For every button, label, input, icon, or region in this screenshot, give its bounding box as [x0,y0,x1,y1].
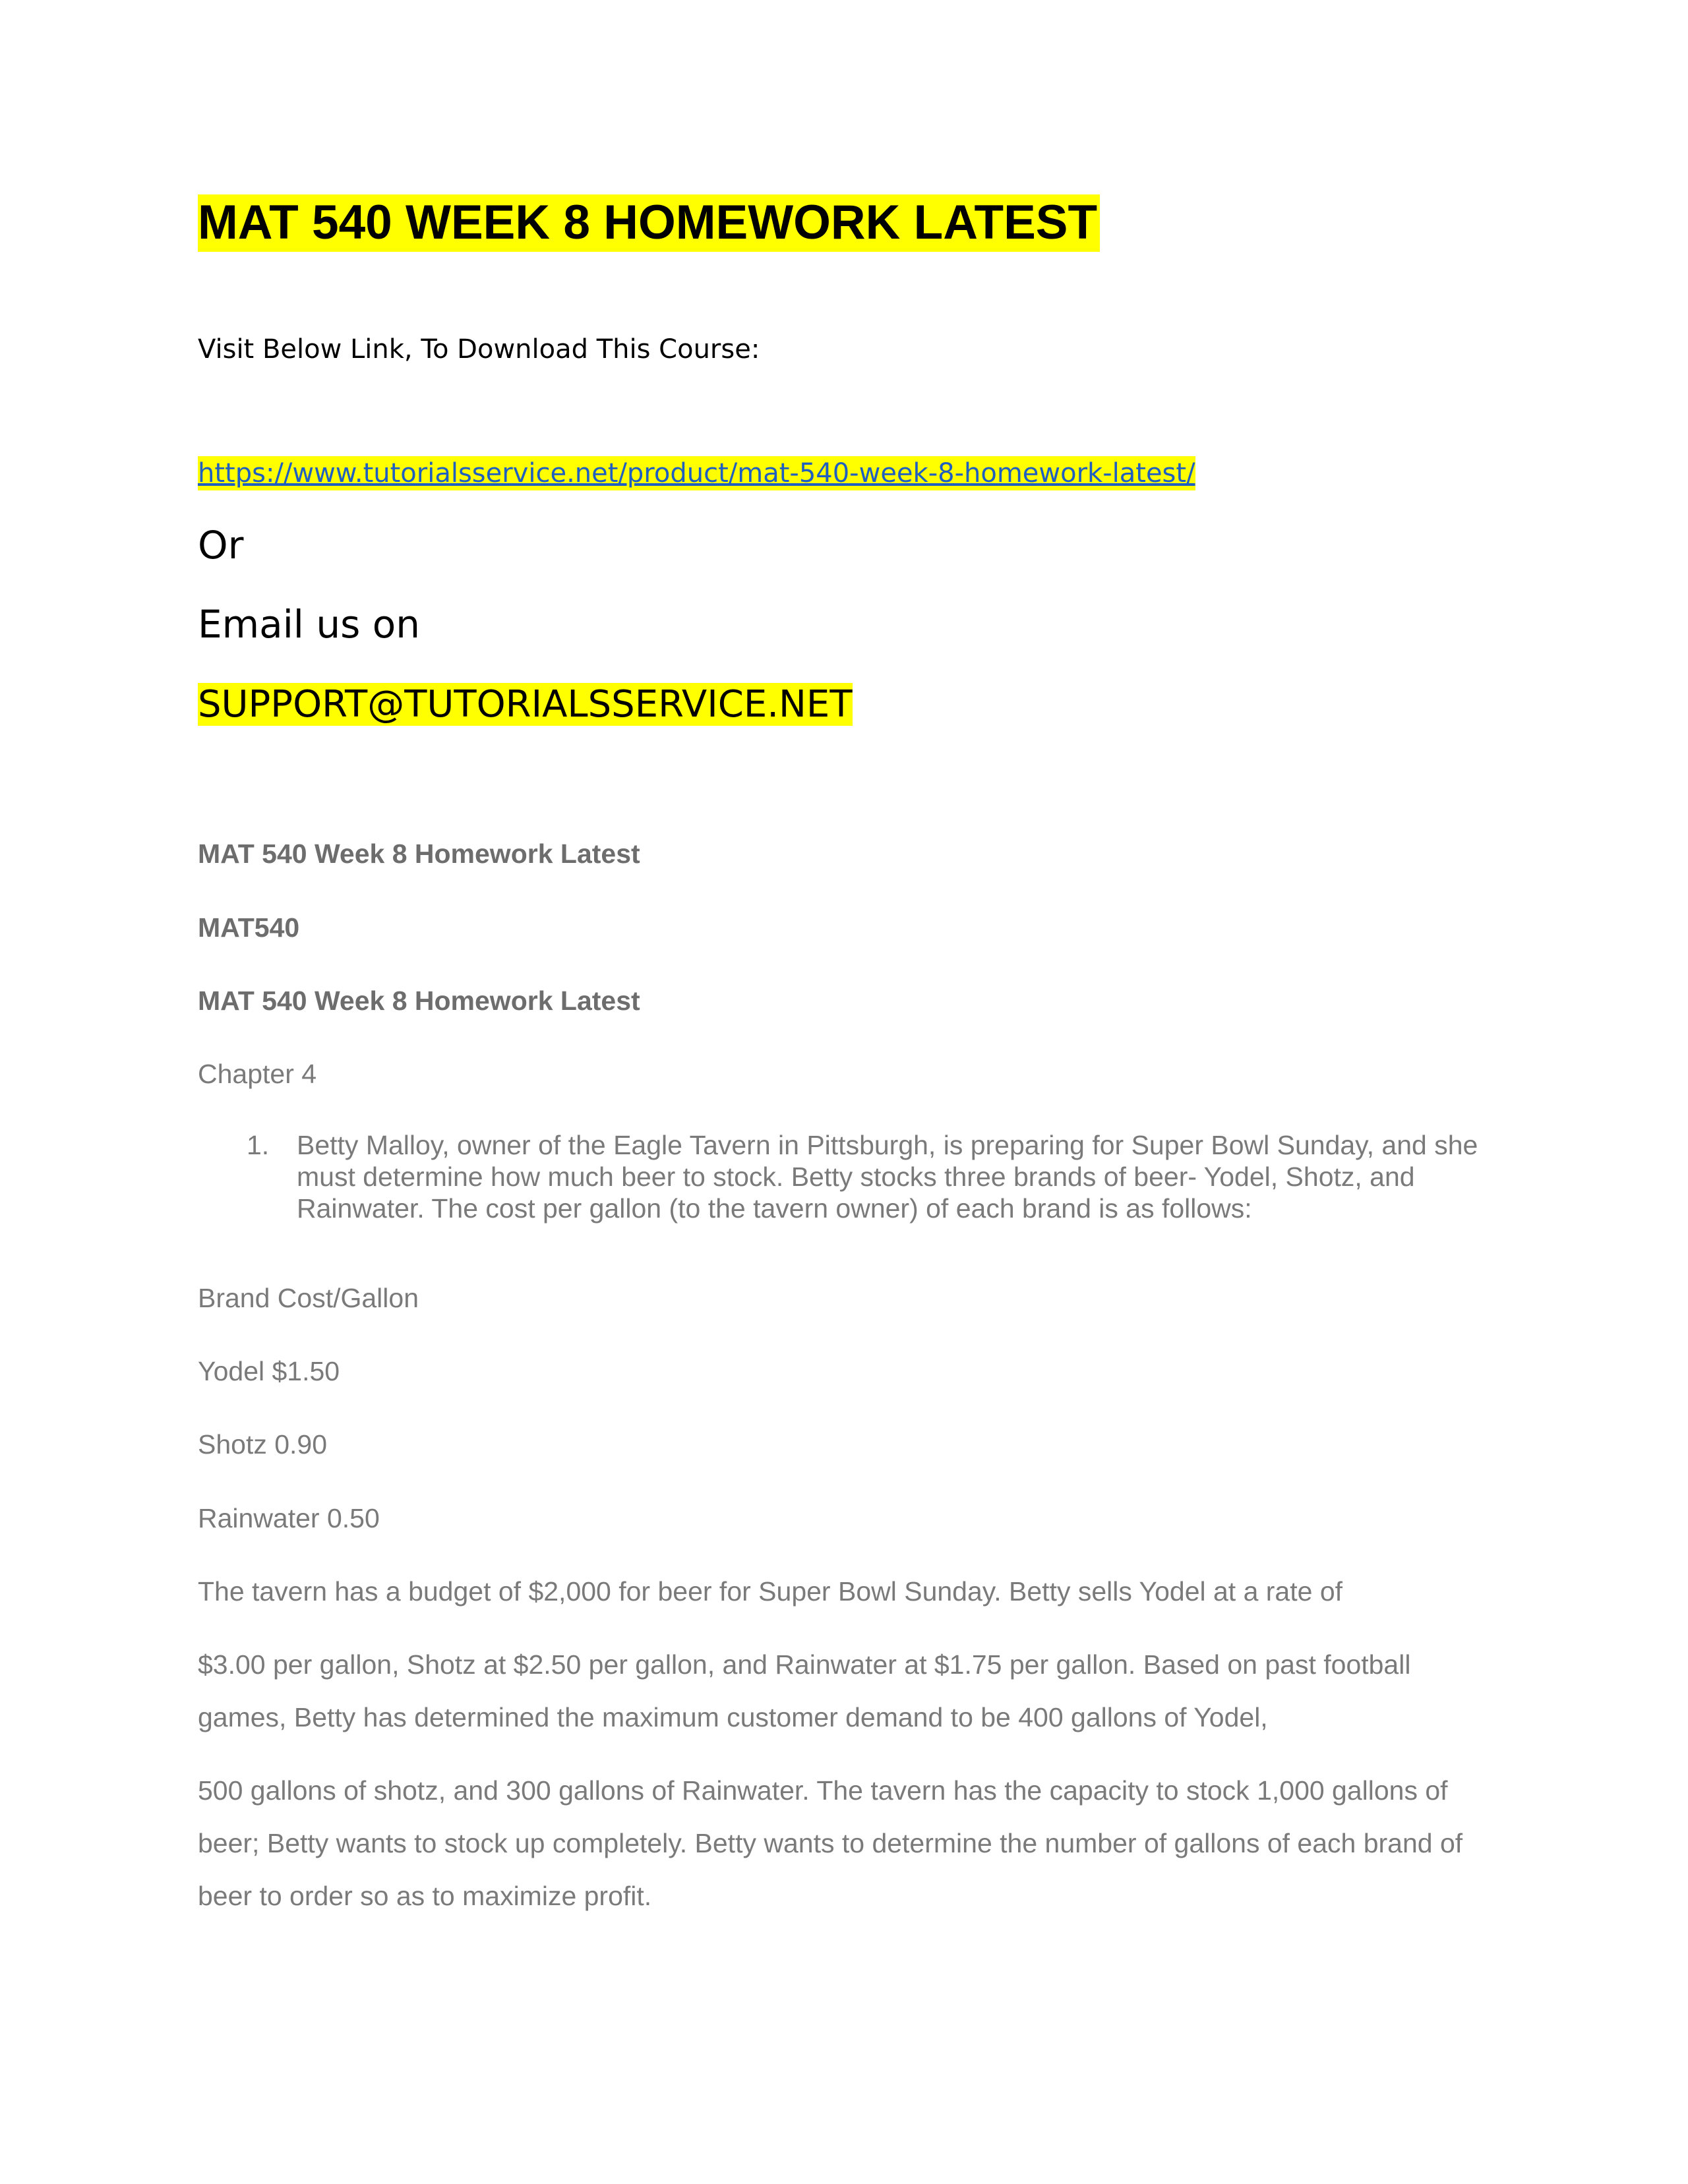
cost-row-rainwater: Rainwater 0.50 [198,1503,380,1533]
paragraph-prices-demand: $3.00 per gallon, Shotz at $2.50 per gallon, and Rainwater at $1.75 per gallon. Based on past football games, Betty has determined the maximum customer demand to be 400 gallons of Yodel, [198,1649,1411,1732]
support-email [198,681,853,728]
chapter-label: Chapter 4 [198,1059,317,1089]
page-title [198,193,1100,252]
or-text: Or [198,523,244,568]
cost-row-shotz: Shotz 0.90 [198,1429,328,1460]
support-email-text: SUPPORT@TUTORIALSSERVICE.NET [198,683,853,726]
email-label: Email us on [198,602,421,647]
subheading-course-title: MAT 540 Week 8 Homework Latest [198,839,640,869]
download-intro: Visit Below Link, To Download This Course: [198,334,760,365]
paragraph-budget: The tavern has a budget of $2,000 for beer for Super Bowl Sunday. Betty sells Yodel at a rate of [198,1576,1343,1607]
paragraph-capacity-goal: 500 gallons of shotz, and 300 gallons of Rainwater. The tavern has the capacity to stock 1,000 gallons of beer; Betty wants to stock up completely. Betty wants to determine the number of gallons of each brand of beer to order so as to maximize profit. [198,1775,1463,1911]
subheading-course-title-repeat: MAT 540 Week 8 Homework Latest [198,986,640,1016]
cost-table-header: Brand Cost/Gallon [198,1283,419,1313]
question-number: 1. [247,1130,270,1160]
cost-row-yodel: Yodel $1.50 [198,1356,340,1386]
course-link[interactable]: https://www.tutorialsservice.net/product/mat-540-week-8-homework-latest/ [198,456,1195,490]
question-text: Betty Malloy, owner of the Eagle Tavern in Pittsburgh, is preparing for Super Bowl Sunday, and she must determine how much beer to stock. Betty stocks three brands of beer- Yodel, Shotz, and Rainwater. The cost per gallon (to the tavern owner) of each brand is as follows: [297,1130,1478,1224]
page-title-text: MAT 540 WEEK 8 HOMEWORK LATEST [198,194,1100,252]
subheading-course-code: MAT540 [198,912,300,943]
